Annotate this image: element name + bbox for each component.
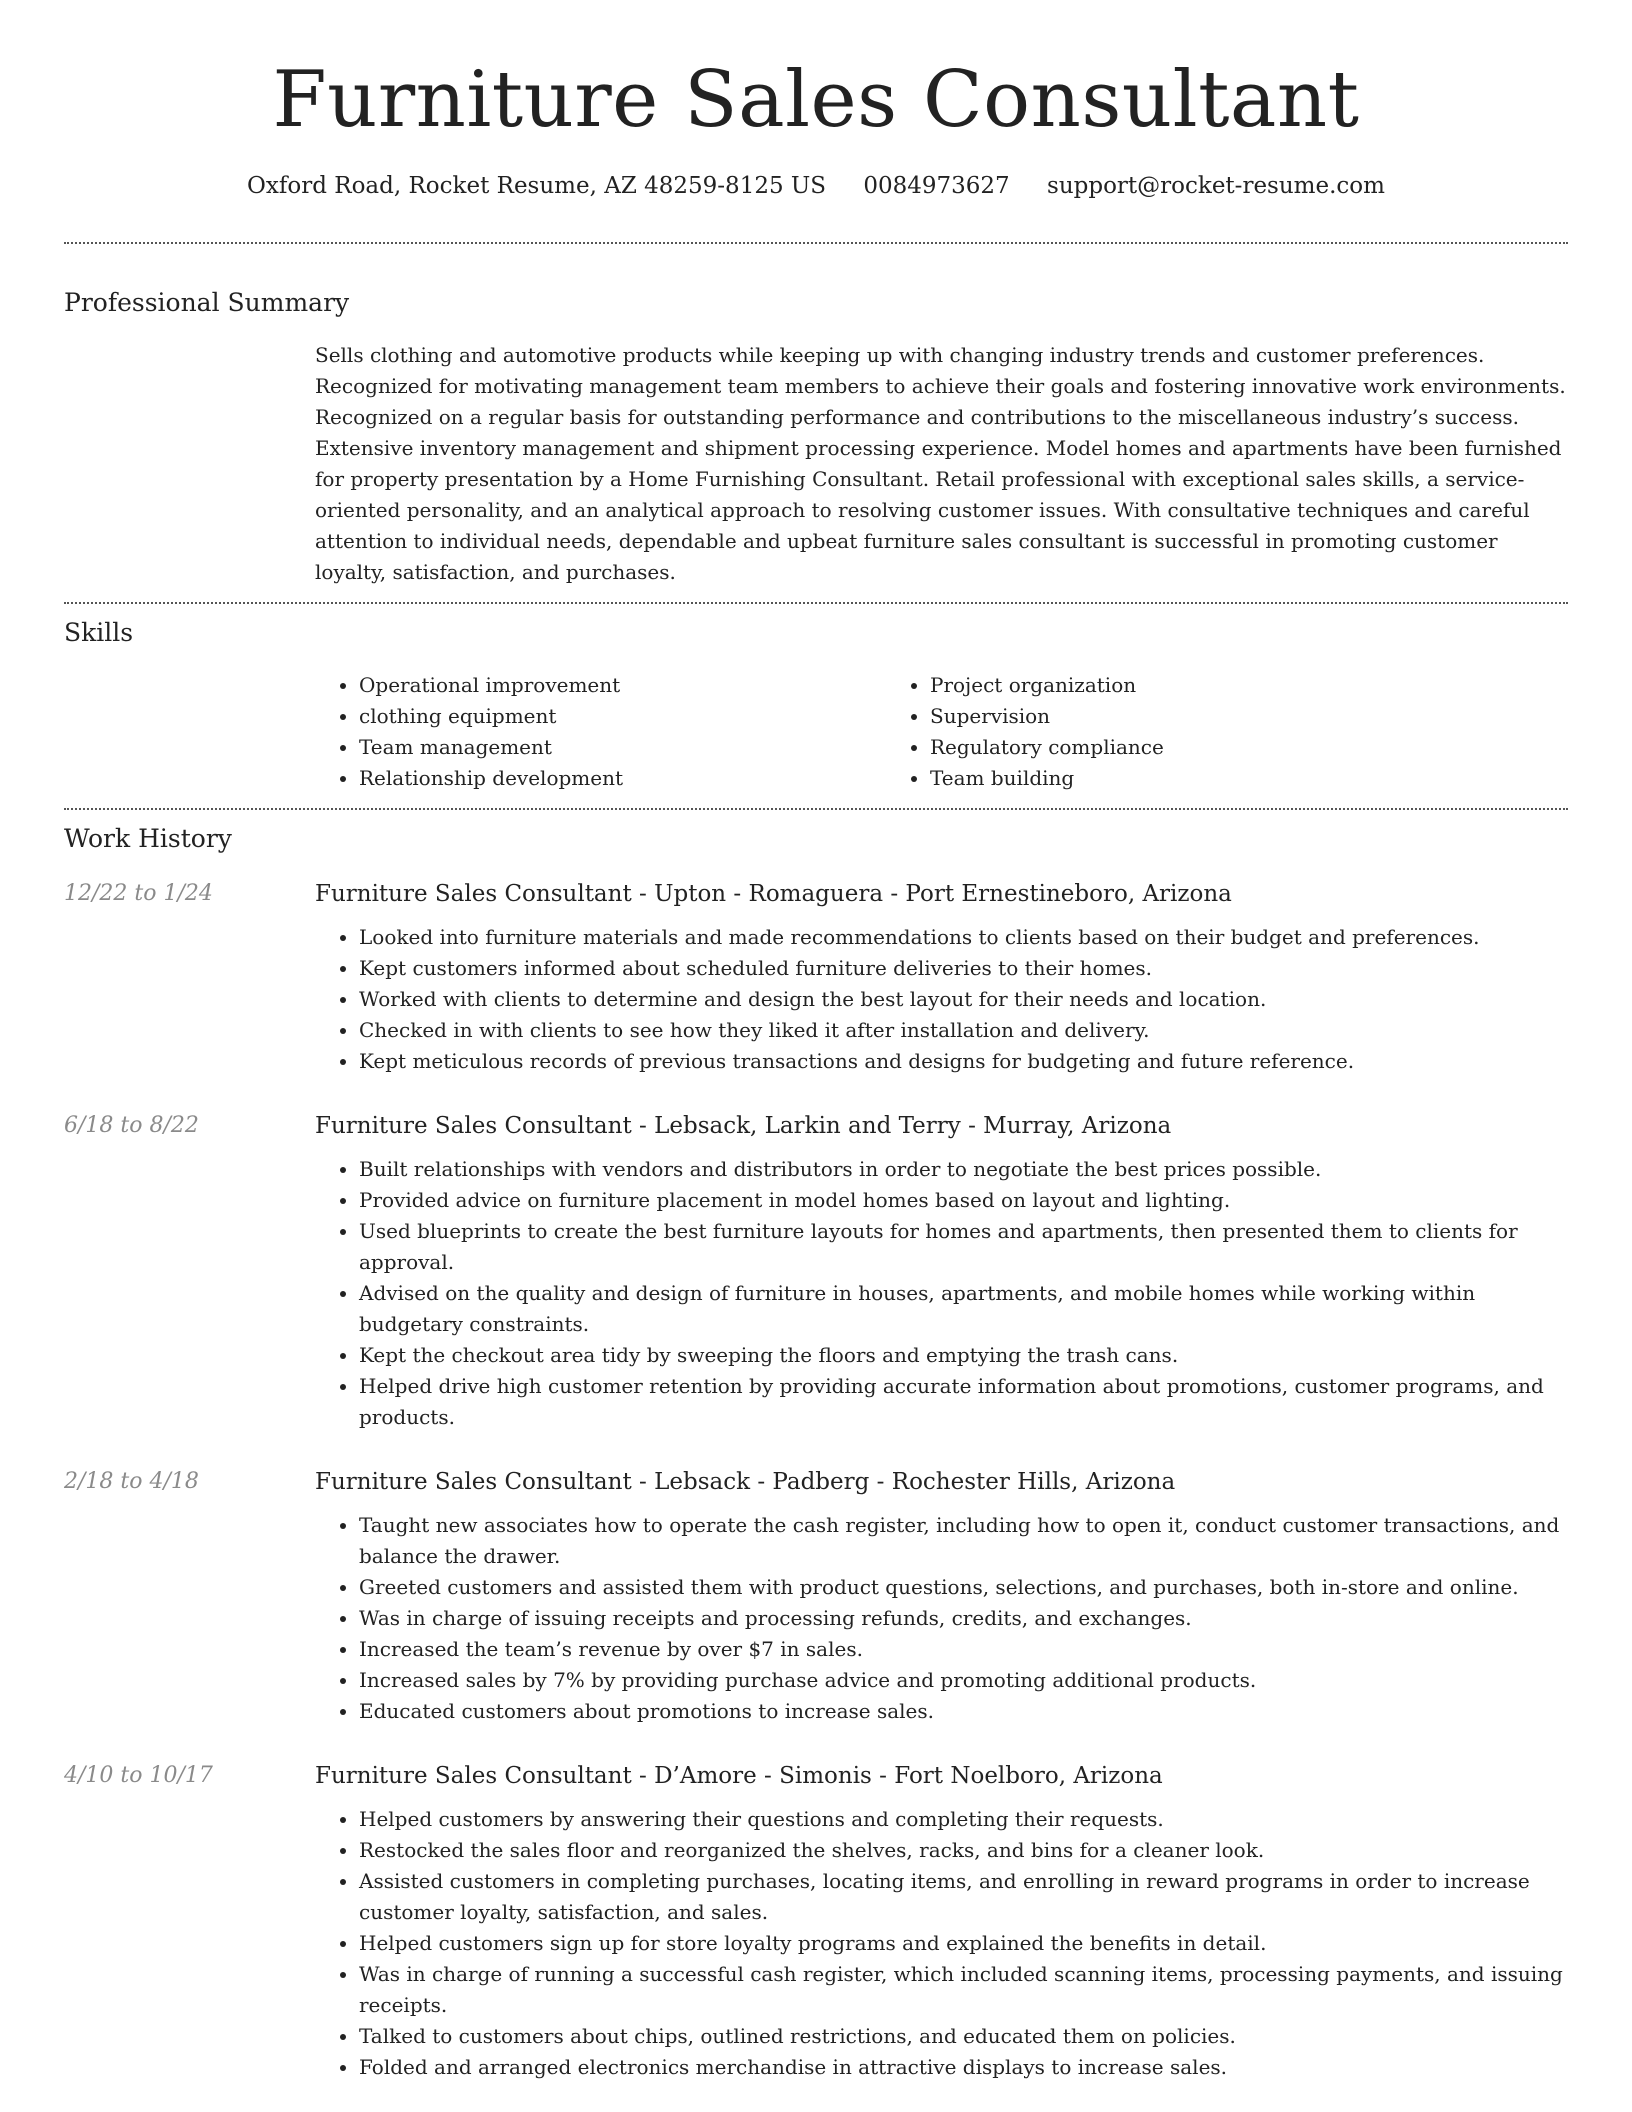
job-bullet: • Greeted customers and assisted them with product questions, selections, and purchases, both in-store and online. bbox=[359, 1572, 1568, 1603]
job-bullet: • Used blueprints to create the best furniture layouts for homes and apartments, then presented them to clients for approval. bbox=[359, 1216, 1568, 1278]
job-bullet: • Assisted customers in completing purchases, locating items, and enrolling in reward programs in order to increase customer loyalty, satisfaction, and sales. bbox=[359, 1866, 1568, 1928]
job-bullet: • Helped customers sign up for store loyalty programs and explained the benefits in detail. bbox=[359, 1928, 1568, 1959]
skill-item: • Team management bbox=[359, 732, 886, 763]
skill-item: • Relationship development bbox=[359, 763, 886, 794]
job-bullets bbox=[315, 1154, 1568, 1433]
skill-item: • Operational improvement bbox=[359, 670, 886, 701]
contact-email: support@rocket-resume.com bbox=[1047, 173, 1385, 199]
job-bullet: • Talked to customers about chips, outlined restrictions, and educated them on policies. bbox=[359, 2021, 1568, 2052]
job-bullet: • Taught new associates how to operate the cash register, including how to open it, conduct customer transactions, and balance the drawer. bbox=[359, 1510, 1568, 1572]
job-bullet: • Was in charge of issuing receipts and processing refunds, credits, and exchanges. bbox=[359, 1603, 1568, 1634]
job-dates: 6/18 to 8/22 bbox=[64, 1113, 199, 1138]
contact-info bbox=[64, 170, 1568, 202]
section-title-work-history: Work History bbox=[64, 824, 232, 853]
job-title: Furniture Sales Consultant - Lebsack, Larkin and Terry - Murray, Arizona bbox=[315, 1113, 1172, 1139]
job-dates: 4/10 to 10/17 bbox=[64, 1763, 213, 1788]
job-bullets bbox=[315, 1510, 1568, 1727]
job-bullet: • Increased the team’s revenue by over $7 in sales. bbox=[359, 1634, 1568, 1665]
job-bullet: • Provided advice on furniture placement in model homes based on layout and lighting. bbox=[359, 1185, 1568, 1216]
job-dates: 2/18 to 4/18 bbox=[64, 1469, 199, 1494]
job-bullet: • Helped drive high customer retention by providing accurate information about promotions, customer programs, and products. bbox=[359, 1371, 1568, 1433]
job-details bbox=[315, 1758, 1568, 2083]
job-bullet: • Increased sales by 7% by providing purchase advice and promoting additional products. bbox=[359, 1665, 1568, 1696]
job-dates: 12/22 to 1/24 bbox=[64, 881, 213, 906]
skill-item: • Project organization bbox=[930, 670, 1457, 701]
resume-page bbox=[64, 0, 1568, 2083]
job-details bbox=[315, 1464, 1568, 1727]
skills-column-right bbox=[886, 670, 1457, 794]
job-details bbox=[315, 1108, 1568, 1433]
contact-address: Oxford Road, Rocket Resume, AZ 48259-8125 US bbox=[247, 173, 827, 199]
section-divider bbox=[64, 242, 1568, 244]
section-divider bbox=[64, 602, 1568, 604]
skill-item: • Regulatory compliance bbox=[930, 732, 1457, 763]
job-bullet: • Worked with clients to determine and design the best layout for their needs and location. bbox=[359, 984, 1568, 1015]
professional-summary-section bbox=[64, 286, 1568, 588]
job-bullet: • Restocked the sales floor and reorganized the shelves, racks, and bins for a cleaner look. bbox=[359, 1835, 1568, 1866]
job-bullet: • Kept customers informed about scheduled furniture deliveries to their homes. bbox=[359, 953, 1568, 984]
skills-column-left bbox=[315, 670, 886, 794]
job-bullet: • Built relationships with vendors and distributors in order to negotiate the best prices possible. bbox=[359, 1154, 1568, 1185]
candidate-name: Furniture Sales Consultant bbox=[272, 55, 1360, 145]
job-bullet: • Helped customers by answering their questions and completing their requests. bbox=[359, 1804, 1568, 1835]
section-divider bbox=[64, 808, 1568, 810]
job-details bbox=[315, 876, 1568, 1077]
skill-item: • Supervision bbox=[930, 701, 1457, 732]
skill-item: • clothing equipment bbox=[359, 701, 886, 732]
job-bullet: • Advised on the quality and design of furniture in houses, apartments, and mobile homes while working within budgetary constraints. bbox=[359, 1278, 1568, 1340]
job-bullet: • Folded and arranged electronics merchandise in attractive displays to increase sales. bbox=[359, 2052, 1568, 2083]
job-title: Furniture Sales Consultant - D’Amore - Simonis - Fort Noelboro, Arizona bbox=[315, 1763, 1163, 1789]
skills-list bbox=[315, 670, 1568, 794]
job-bullet: • Was in charge of running a successful cash register, which included scanning items, processing payments, and issuing receipts. bbox=[359, 1959, 1568, 2021]
job-entry bbox=[64, 1108, 1568, 1433]
contact-phone: 0084973627 bbox=[863, 173, 1010, 199]
summary-text: Sells clothing and automotive products while keeping up with changing industry trends and customer preferences. Recognized for motivating management team members to achieve their goals and fostering innovative work environments. Recognized on a regular basis for outstanding performance and contributions to the miscellaneous industry’s success. Extensive inventory management and shipment processing experience. Model homes and apartments have been furnished for property presentation by a Home Furnishing Consultant. Retail professional with exceptional sales skills, a service-oriented personality, and an analytical approach to resolving customer issues. With consultative techniques and careful attention to individual needs, dependable and upbeat furniture sales consultant is successful in promoting customer loyalty, satisfaction, and purchases. bbox=[315, 343, 1566, 584]
job-bullet: • Kept the checkout area tidy by sweeping the floors and emptying the trash cans. bbox=[359, 1340, 1568, 1371]
job-bullet: • Educated customers about promotions to increase sales. bbox=[359, 1696, 1568, 1727]
job-entry bbox=[64, 1464, 1568, 1727]
job-entry bbox=[64, 1758, 1568, 2083]
work-history-section bbox=[64, 822, 1568, 2083]
skill-item: • Team building bbox=[930, 763, 1457, 794]
job-bullets bbox=[315, 922, 1568, 1077]
job-bullet: • Kept meticulous records of previous transactions and designs for budgeting and future reference. bbox=[359, 1046, 1568, 1077]
section-title-summary: Professional Summary bbox=[64, 288, 350, 317]
job-bullet: • Checked in with clients to see how they liked it after installation and delivery. bbox=[359, 1015, 1568, 1046]
job-entry bbox=[64, 876, 1568, 1077]
job-bullet: • Looked into furniture materials and made recommendations to clients based on their budget and preferences. bbox=[359, 922, 1568, 953]
job-bullets bbox=[315, 1804, 1568, 2083]
skills-section bbox=[64, 616, 1568, 794]
section-title-skills: Skills bbox=[64, 618, 134, 647]
job-title: Furniture Sales Consultant - Lebsack - Padberg - Rochester Hills, Arizona bbox=[315, 1469, 1176, 1495]
job-title: Furniture Sales Consultant - Upton - Romaguera - Port Ernestineboro, Arizona bbox=[315, 881, 1232, 907]
